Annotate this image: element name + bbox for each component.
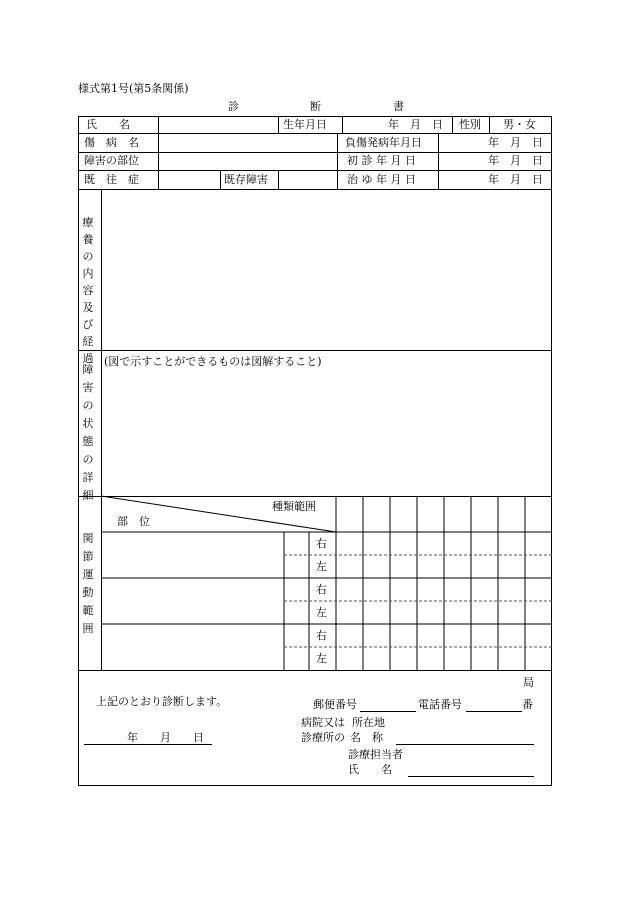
facility-name-label: 名 称 <box>350 731 383 744</box>
disability-note: (図で示すことができるものは図解すること) <box>104 355 322 368</box>
doctor-label: 診療担当者 <box>348 748 403 761</box>
phone-line <box>466 711 522 712</box>
name-label: 氏 名 <box>86 118 130 131</box>
first-visit-label: 初 診 年 月 日 <box>347 154 416 167</box>
history-label: 既 往 症 <box>84 173 139 186</box>
sex-label: 性別 <box>459 118 481 131</box>
right-label: 右 <box>316 537 327 550</box>
right-label: 右 <box>316 629 327 642</box>
treatment-label: 療 養 の 内 容 及 び 経 過 <box>82 216 94 365</box>
title-char-3: 書 <box>393 100 404 113</box>
form-number: 様式第1号(第5条関係) <box>78 82 189 95</box>
right-label: 右 <box>316 583 327 596</box>
ban-label: 番 <box>522 698 533 711</box>
title-char-2: 断 <box>310 100 321 113</box>
date-text: 年 月 日 <box>127 731 204 744</box>
type-range-header: 種類範囲 <box>272 500 316 513</box>
onset-date-label: 負傷発病年月日 <box>345 136 422 149</box>
first-visit-value: 年 月 日 <box>488 154 543 167</box>
hospital-label-2: 診療所の <box>301 731 345 744</box>
left-label: 左 <box>316 606 327 619</box>
doctor-name-line <box>408 776 534 777</box>
date-line <box>84 744 212 745</box>
left-label: 左 <box>316 560 327 573</box>
diagnosis-statement: 上記のとおり診断します。 <box>96 695 228 708</box>
disability-label: 障 害 の 状 態 の 詳 細 <box>82 363 94 502</box>
postal-code-line <box>360 711 416 712</box>
onset-date-value: 年 月 日 <box>488 136 543 149</box>
facility-name-line <box>396 744 534 745</box>
site-header: 部 位 <box>117 515 150 528</box>
hospital-label-1: 病院又は <box>301 716 345 729</box>
birth-date-label: 生年月日 <box>283 118 327 131</box>
prior-disability-label: 既存障害 <box>224 173 268 186</box>
cure-date-value: 年 月 日 <box>488 173 543 186</box>
doctor-name-label: 氏 名 <box>348 763 392 776</box>
address-label: 所在地 <box>352 716 385 729</box>
sex-value: 男・女 <box>503 118 536 131</box>
injury-name-label: 傷 病 名 <box>84 136 139 149</box>
site-label: 障害の部位 <box>84 154 139 167</box>
birth-date-value: 年 月 日 <box>388 118 443 131</box>
bureau-label: 局 <box>523 676 534 689</box>
joint-rom-label: 関 節 運 動 範 囲 <box>82 532 94 635</box>
phone-label: 電話番号 <box>418 698 462 711</box>
postal-code-label: 郵便番号 <box>313 698 357 711</box>
left-label: 左 <box>316 652 327 665</box>
title-char-1: 診 <box>228 100 239 113</box>
cure-date-label: 治 ゆ 年 月 日 <box>347 173 416 186</box>
